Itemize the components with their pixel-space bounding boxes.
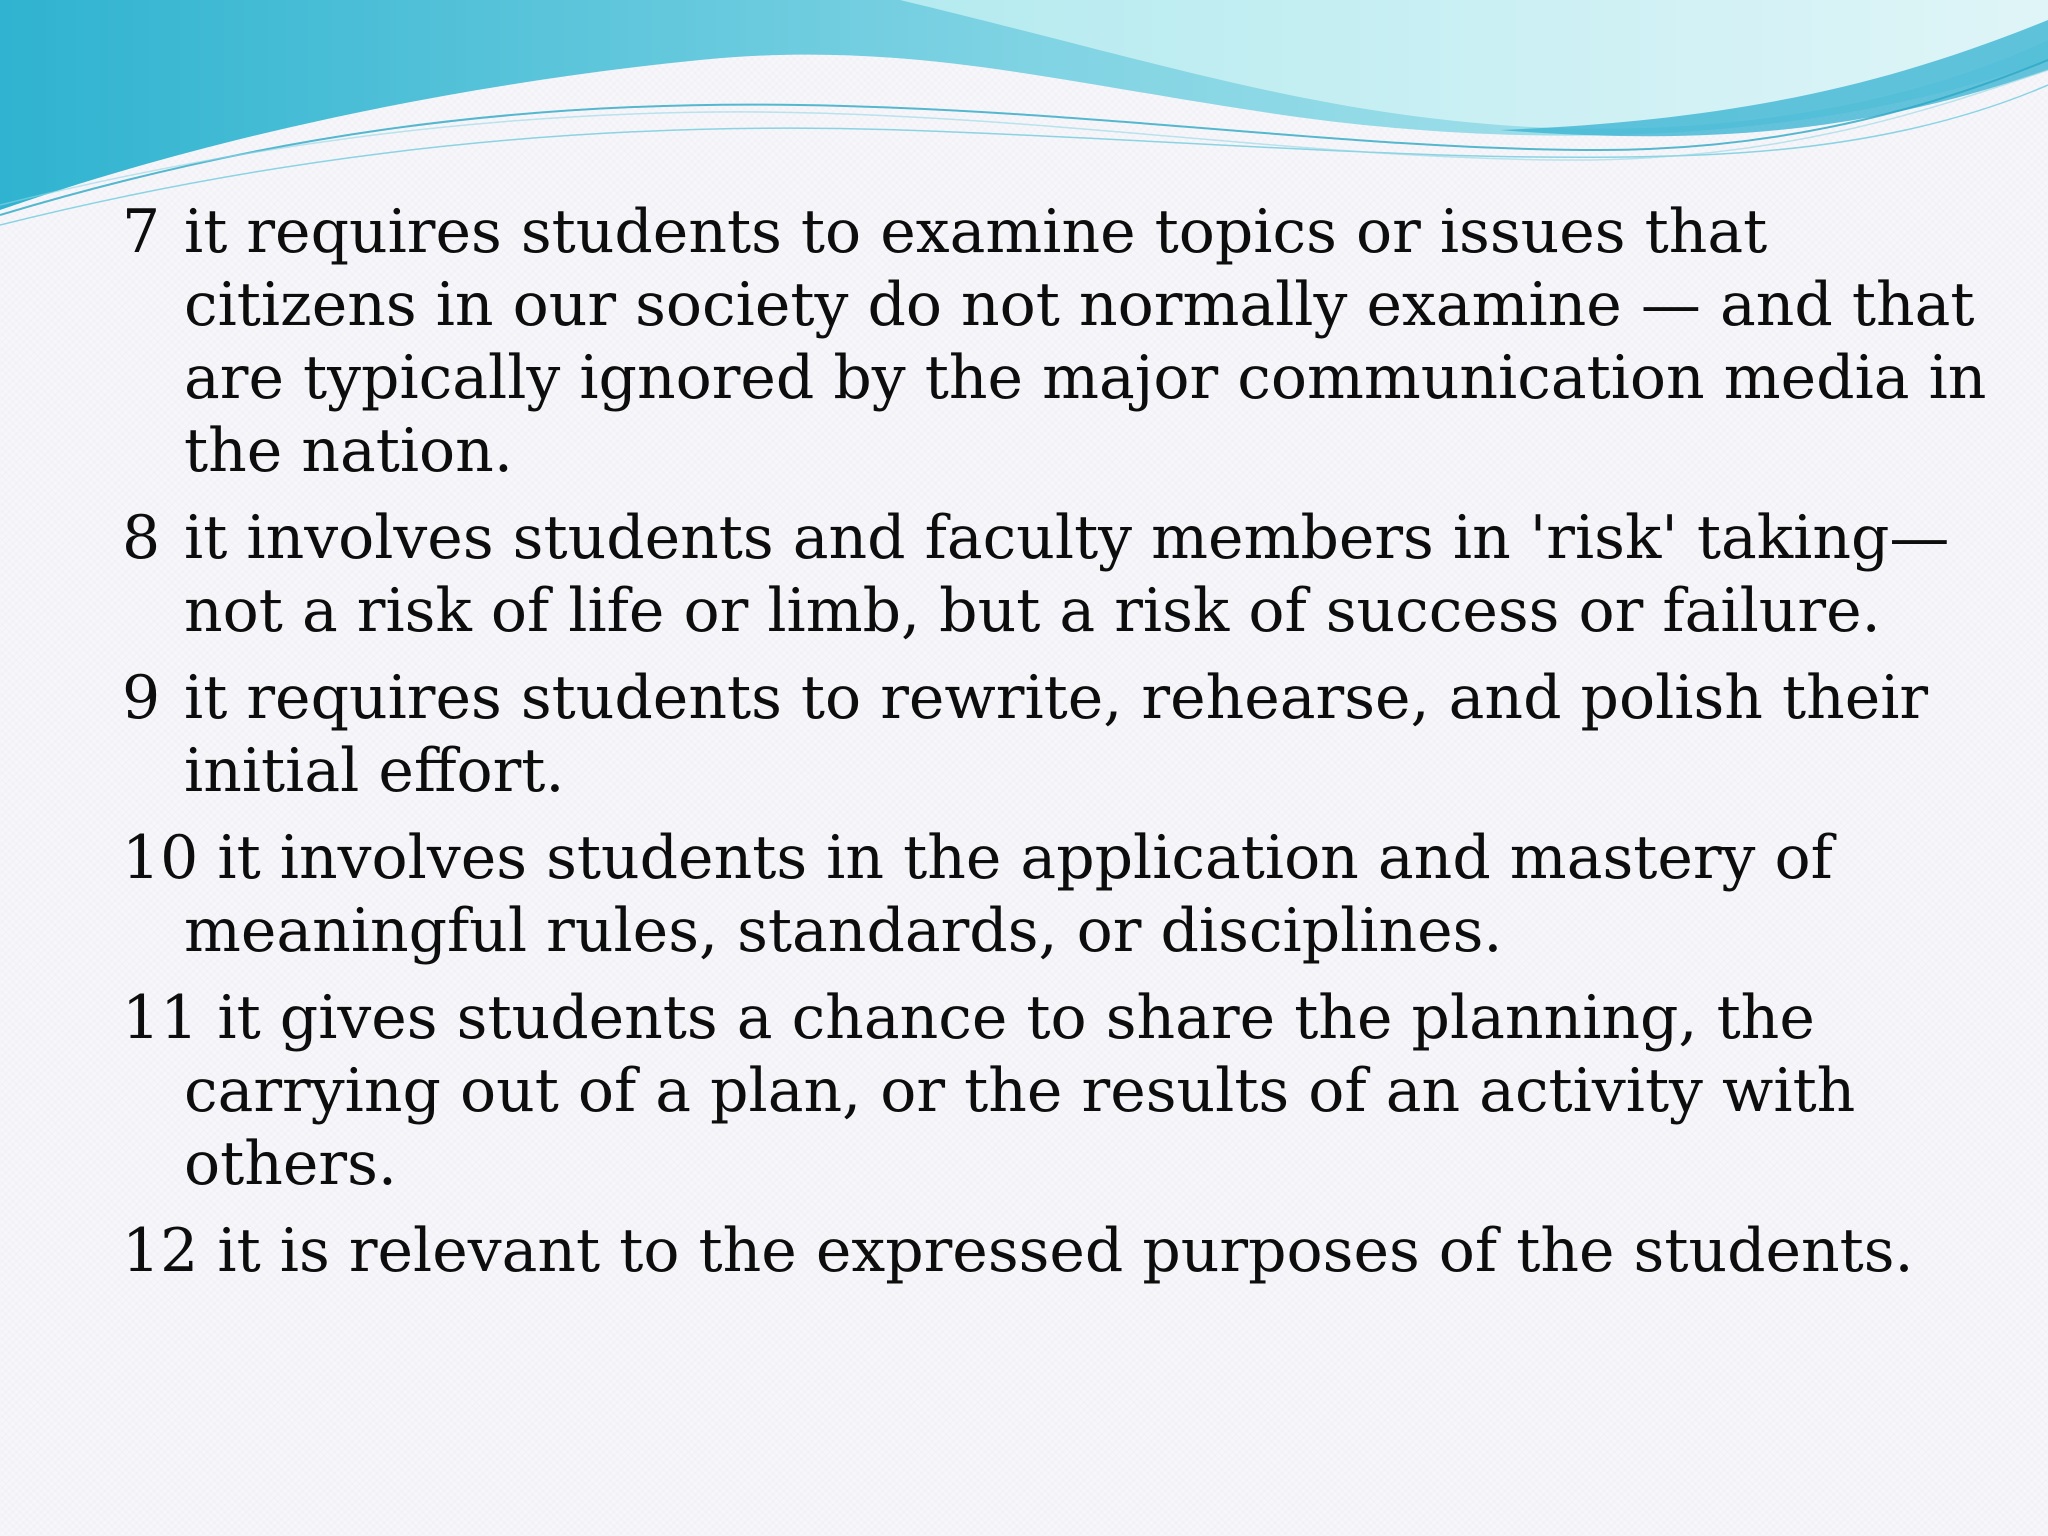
list-item-text: it gives students a chance to share the planning, the carrying out of a plan, or the results of an activity with others. [184, 983, 1856, 1199]
list-number: 12 [122, 1216, 218, 1286]
list-number: 7 [122, 197, 161, 267]
list-item-9 [122, 662, 2002, 808]
list-number: 10 [122, 823, 218, 893]
list-item-text: it involves students in the application and mastery of meaningful rules, standards, or disciplines. [184, 823, 1833, 966]
list-item-12 [122, 1215, 2002, 1288]
list-item-text: it requires students to examine topics or issues that citizens in our society do not normally examine — and that are typically ignored by the major communication media in the nation. [184, 197, 1987, 486]
numbered-list [122, 196, 2002, 1302]
list-item-7 [122, 196, 2002, 488]
list-item-10 [122, 822, 2002, 968]
list-number: 9 [122, 663, 161, 733]
list-item-text: it involves students and faculty members in 'risk' taking— not a risk of life or limb, but a risk of success or failure. [184, 503, 1950, 646]
list-item-text: it requires students to rewrite, rehearse, and polish their initial effort. [184, 663, 1929, 806]
list-item-11 [122, 982, 2002, 1201]
list-item-text: it is relevant to the expressed purposes of the students. [217, 1216, 1914, 1286]
list-number: 8 [122, 503, 161, 573]
list-number: 11 [122, 983, 218, 1053]
list-item-8 [122, 502, 2002, 648]
